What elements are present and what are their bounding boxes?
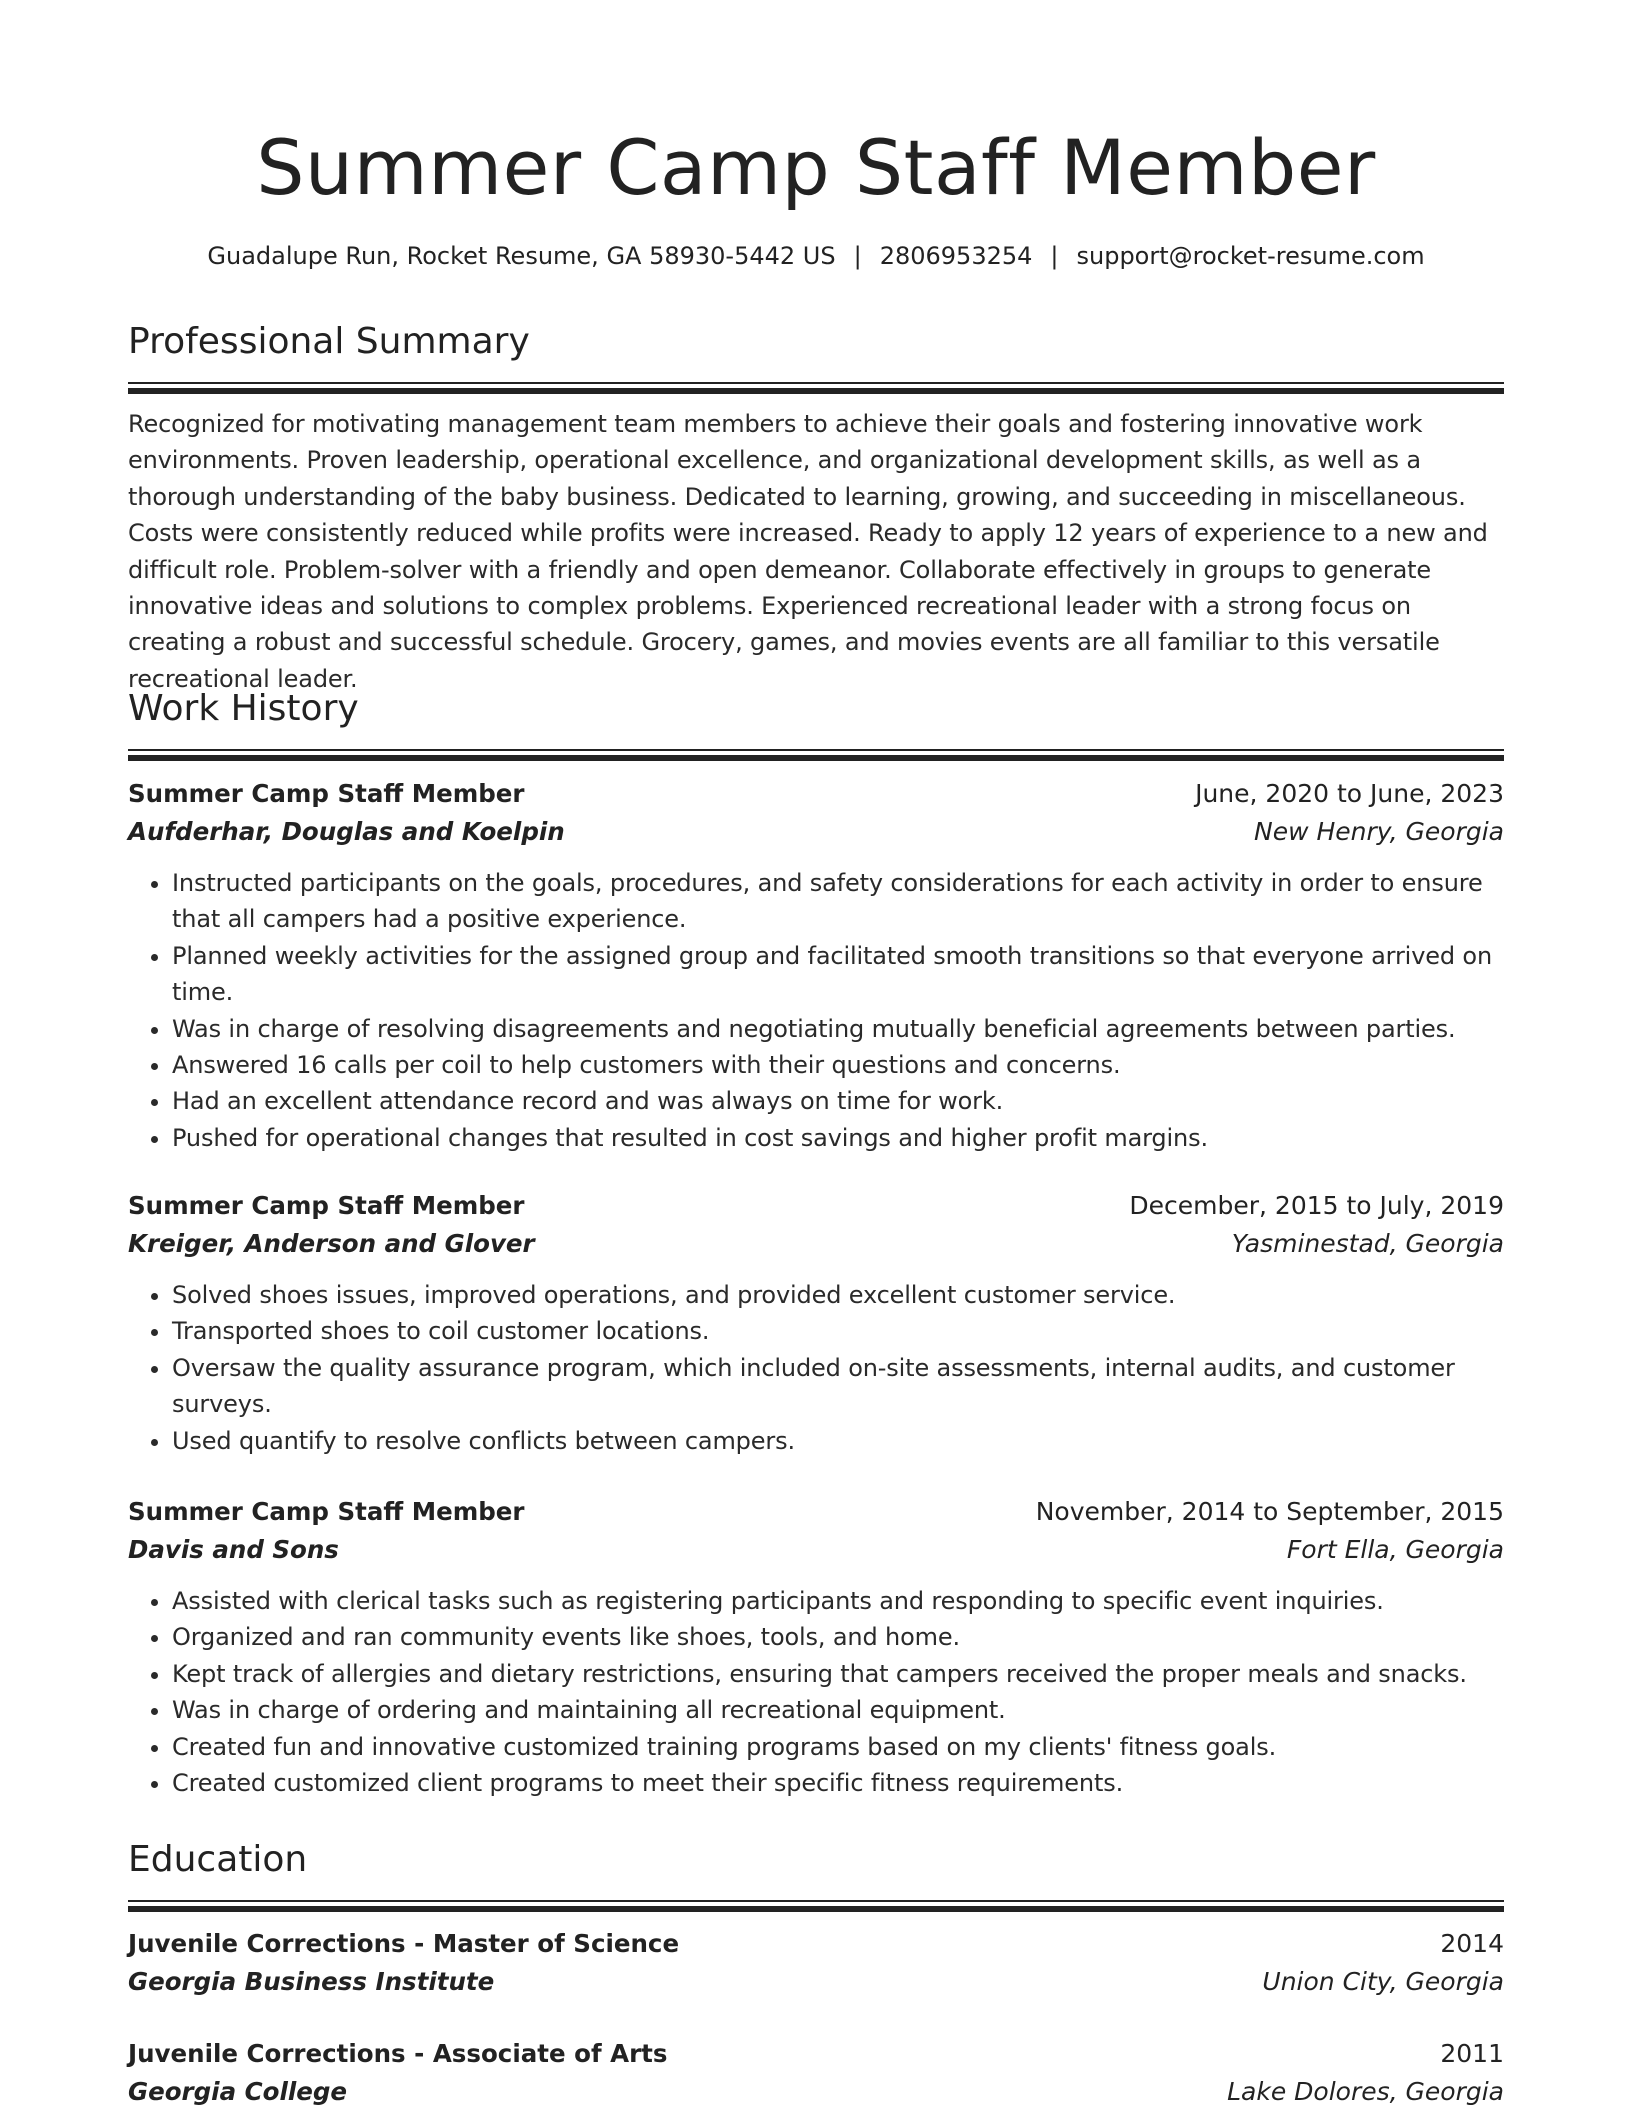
- education-degree: Juvenile Corrections - Master of Science: [128, 1929, 680, 1958]
- education-degree: Juvenile Corrections - Associate of Arts: [128, 2039, 668, 2068]
- job-company: Aufderhar, Douglas and Koelpin: [128, 817, 565, 846]
- job-header-row: [128, 1493, 1504, 1531]
- job-title: Summer Camp Staff Member: [128, 1191, 525, 1220]
- section-title-work-history: Work History: [128, 688, 359, 729]
- education-school: Georgia College: [128, 2077, 348, 2106]
- job-bullet: • Had an excellent attendance record and was always on time for work.: [172, 1083, 1504, 1119]
- job-bullet: • Oversaw the quality assurance program, which included on-site assessments, internal audits, and customer surveys.: [172, 1350, 1504, 1423]
- job-company: Davis and Sons: [128, 1535, 339, 1564]
- contact-separator: |: [1050, 242, 1059, 270]
- education-header-row: [128, 2035, 1504, 2073]
- job-dates: December, 2015 to July, 2019: [1129, 1191, 1504, 1220]
- job-dates: June, 2020 to June, 2023: [1195, 779, 1504, 808]
- section-title-education: Education: [128, 1839, 308, 1880]
- section-divider: [128, 1900, 1504, 1902]
- job-bullets: [128, 865, 1504, 1156]
- contact-address: Guadalupe Run, Rocket Resume, GA 58930-5442 US: [207, 242, 836, 270]
- job-bullets: [128, 1277, 1504, 1459]
- education-header-row: [128, 1925, 1504, 1963]
- education-entry: [128, 1925, 1504, 2001]
- contact-line: [128, 238, 1504, 274]
- education-year: 2011: [1440, 2039, 1504, 2068]
- section-work-history: [128, 683, 1504, 761]
- job-bullet: • Kept track of allergies and dietary restrictions, ensuring that campers received the proper meals and snacks.: [172, 1656, 1504, 1692]
- education-year: 2014: [1440, 1929, 1504, 1958]
- job-company-row: [128, 813, 1504, 851]
- section-divider: [128, 749, 1504, 751]
- job-bullet: • Created customized client programs to meet their specific fitness requirements.: [172, 1765, 1504, 1801]
- job-header-row: [128, 775, 1504, 813]
- job-bullet: • Solved shoes issues, improved operations, and provided excellent customer service.: [172, 1277, 1504, 1313]
- contact-separator: |: [853, 242, 862, 270]
- job-company-row: [128, 1531, 1504, 1569]
- job-bullet: • Pushed for operational changes that resulted in cost savings and higher profit margins.: [172, 1120, 1504, 1156]
- job-bullet: • Planned weekly activities for the assigned group and facilitated smooth transitions so that everyone arrived on time.: [172, 938, 1504, 1011]
- job-title: Summer Camp Staff Member: [128, 1497, 525, 1526]
- job-entry: [128, 1187, 1504, 1459]
- job-entry: [128, 1493, 1504, 1801]
- job-bullet: • Transported shoes to coil customer locations.: [172, 1313, 1504, 1349]
- job-bullet: • Organized and ran community events like shoes, tools, and home.: [172, 1619, 1504, 1655]
- section-title-summary: Professional Summary: [128, 321, 530, 362]
- job-company-row: [128, 1225, 1504, 1263]
- job-location: Fort Ella, Georgia: [1286, 1535, 1504, 1564]
- job-bullet: • Created fun and innovative customized training programs based on my clients' fitness goals.: [172, 1729, 1504, 1765]
- education-school: Georgia Business Institute: [128, 1967, 495, 1996]
- contact-phone: 2806953254: [879, 242, 1033, 270]
- section-divider: [128, 382, 1504, 384]
- job-bullet: • Was in charge of resolving disagreements and negotiating mutually beneficial agreements between parties.: [172, 1011, 1504, 1047]
- section-summary: [128, 316, 1504, 394]
- contact-email: support@rocket-resume.com: [1076, 242, 1425, 270]
- job-title: Summer Camp Staff Member: [128, 779, 525, 808]
- section-divider-thick: [128, 1906, 1504, 1912]
- education-location: Union City, Georgia: [1262, 1967, 1504, 1996]
- section-divider-thick: [128, 755, 1504, 761]
- job-bullet: • Used quantify to resolve conflicts between campers.: [172, 1423, 1504, 1459]
- job-location: Yasminestad, Georgia: [1231, 1229, 1504, 1258]
- section-education: [128, 1834, 1504, 1912]
- job-bullet: • Instructed participants on the goals, procedures, and safety considerations for each activity in order to ensure that all campers had a positive experience.: [172, 865, 1504, 938]
- job-bullet: • Answered 16 calls per coil to help customers with their questions and concerns.: [172, 1047, 1504, 1083]
- education-school-row: [128, 2073, 1504, 2111]
- job-company: Kreiger, Anderson and Glover: [128, 1229, 535, 1258]
- job-entry: [128, 775, 1504, 1156]
- job-location: New Henry, Georgia: [1254, 817, 1504, 846]
- job-dates: November, 2014 to September, 2015: [1035, 1497, 1504, 1526]
- education-location: Lake Dolores, Georgia: [1227, 2077, 1504, 2106]
- education-school-row: [128, 1963, 1504, 2001]
- section-divider-thick: [128, 388, 1504, 394]
- summary-text: Recognized for motivating management team members to achieve their goals and fostering innovative work environments. Proven leadership, operational excellence, and organizational development skills, as well as a thorough understanding of the baby business. Dedicated to learning, growing, and succeeding in miscellaneous. Costs were consistently reduced while profits were increased. Ready to apply 12 years of experience to a new and difficult role. Problem-solver with a friendly and open demeanor. Collaborate effectively in groups to generate innovative ideas and solutions to complex problems. Experienced recreational leader with a strong focus on creating a robust and successful schedule. Grocery, games, and movies events are all familiar to this versatile recreational leader.: [128, 410, 1488, 693]
- education-entry: [128, 2035, 1504, 2111]
- job-bullet: • Was in charge of ordering and maintaining all recreational equipment.: [172, 1692, 1504, 1728]
- resume-name: Summer Camp Staff Member: [256, 123, 1376, 212]
- job-bullets: [128, 1583, 1504, 1801]
- job-header-row: [128, 1187, 1504, 1225]
- job-bullet: • Assisted with clerical tasks such as registering participants and responding to specific event inquiries.: [172, 1583, 1504, 1619]
